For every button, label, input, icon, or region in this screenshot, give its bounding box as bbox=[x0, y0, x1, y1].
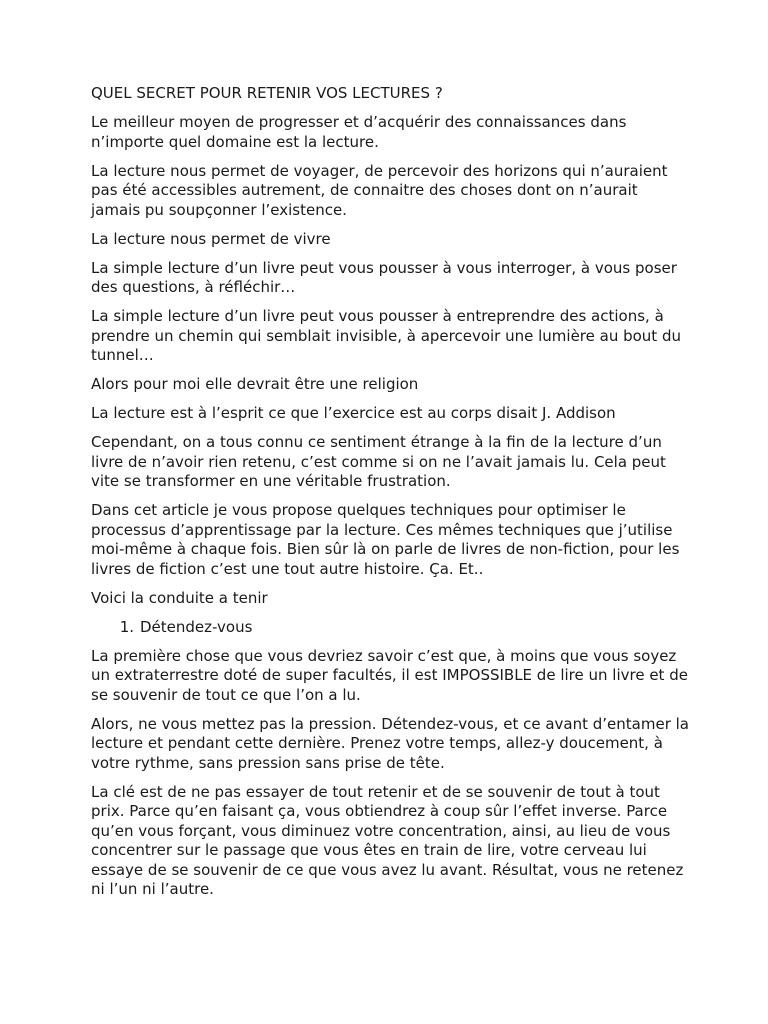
paragraph: La lecture nous permet de voyager, de percevoir des horizons qui n’auraient pas été accessibles autrement, de connaitre des choses dont on n’aurait jamais pu soupçonner l’existence. bbox=[91, 161, 668, 219]
paragraph: Le meilleur moyen de progresser et d’acquérir des connaissances dans n’importe quel domaine est la lecture. bbox=[91, 113, 627, 151]
paragraph: Alors, ne vous mettez pas la pression. Détendez-vous, et ce avant d’entamer la lecture et pendant cette dernière. Prenez votre temps, allez-y doucement, à votre rythme, sans pression sans prise de tête. bbox=[91, 714, 689, 772]
paragraph: La simple lecture d’un livre peut vous pousser à entreprendre des actions, à prendre un chemin qui semblait invisible, à apercevoir une lumière au bout du tunnel… bbox=[91, 307, 681, 364]
paragraph: Alors pour moi elle devrait être une religion bbox=[91, 375, 419, 393]
paragraph: Dans cet article je vous propose quelques techniques pour optimiser le processus d’apprentissage par la lecture. Ces mêmes techniques que j’utilise moi-même à chaque fois. Bien sûr là on parle de livres de non-fiction, pour les livres de fiction c’est une tout autre histoire. Ça. Et.. bbox=[91, 501, 680, 578]
numbered-list-item bbox=[91, 618, 691, 638]
list-item-number: 1. bbox=[119, 617, 134, 636]
paragraph: La lecture nous permet de vivre bbox=[91, 229, 331, 248]
document-page bbox=[91, 84, 691, 909]
paragraph: La simple lecture d’un livre peut vous pousser à vous interroger, à vous poser des questions, à réfléchir… bbox=[91, 258, 677, 296]
paragraph: Cependant, on a tous connu ce sentiment étrange à la fin de la lecture d’un livre de n’avoir rien retenu, c’est comme si on ne l’avait jamais lu. Cela peut vite se transformer en une véritable frustration. bbox=[91, 433, 666, 490]
paragraph: La première chose que vous devriez savoir c’est que, à moins que vous soyez un extraterrestre doté de super facultés, il est IMPOSSIBLE de lire un livre et de se souvenir de tout ce que l’on a lu. bbox=[91, 646, 688, 704]
list-item-text: Détendez-vous bbox=[140, 617, 253, 636]
paragraph: La clé est de ne pas essayer de tout retenir et de se souvenir de tout à tout prix. Parce qu’en faisant ça, vous obtiendrez à coup sûr l’effet inverse. Parce qu’en vous forçant, vous diminuez votre concentration, ainsi, au lieu de vous concentrer sur le passage que vous êtes en train de lire, votre cerveau lui essaye de se souvenir de ce que vous avez lu avant. Résultat, vous ne retenez ni l’un ni l’autre. bbox=[91, 782, 684, 898]
paragraph: Voici la conduite a tenir bbox=[91, 588, 268, 607]
document-title: QUEL SECRET POUR RETENIR VOS LECTURES ? bbox=[91, 84, 443, 102]
quote-paragraph: La lecture est à l’esprit ce que l’exercice est au corps disait J. Addison bbox=[91, 404, 616, 422]
